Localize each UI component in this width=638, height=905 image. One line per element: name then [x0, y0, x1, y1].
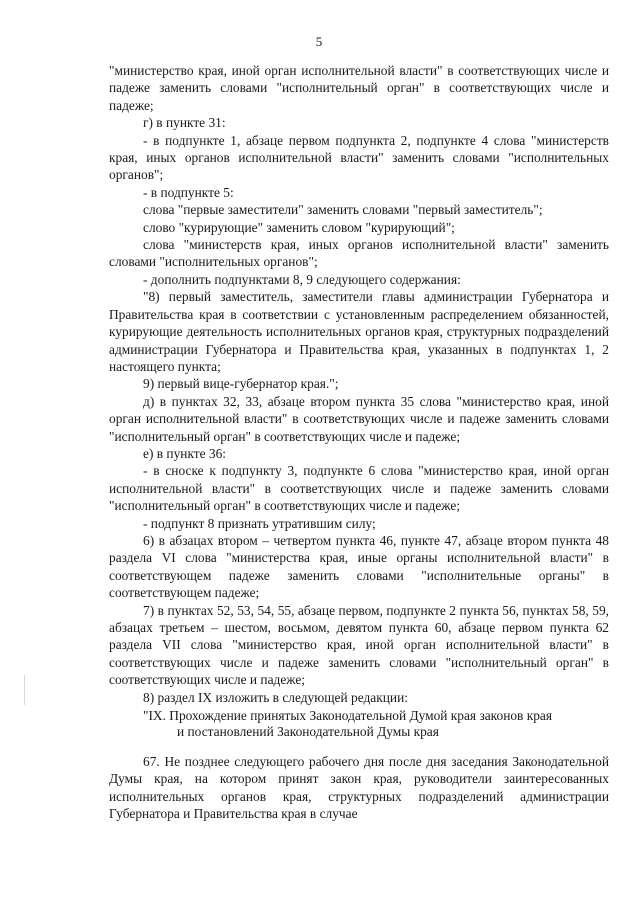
- section-heading-line2: и постановлений Законодательной Думы края: [177, 723, 439, 739]
- paragraph-15: 7) в пунктах 52, 53, 54, 55, абзаце первом, подпункте 2 пункта 56, пунктах 58, 59, абзацах третьем – шестом, восьмом, девятом пункта 60, абзаце первом пункта 62 раздела VII слова "министерство края, иной орган исполнительной власти" в соответствующих числе и падеже заменить словами "исполнительный орган" в соответствующих числе и падеже;: [109, 602, 609, 688]
- paragraph-9: 9) первый вице-губернатор края.";: [143, 376, 339, 392]
- paragraph-7: - дополнить подпунктами 8, 9 следующего содержания:: [143, 271, 461, 287]
- paragraph-5: слово "курирующие" заменить словом "курирующий";: [143, 219, 455, 235]
- spacer: [109, 739, 609, 753]
- paragraph-13: - подпункт 8 признать утратившим силу;: [143, 515, 376, 531]
- paragraph-16: 8) раздел IX изложить в следующей редакции:: [143, 689, 408, 705]
- paragraph-12: - в сноске к подпункту 3, подпункте 6 слова "министерство края, иной орган исполнительной власти" в соответствующих числе и падеже заменить словами "исполнительный орган" в соответствующих числе и падеже;: [109, 463, 609, 514]
- paragraph-10: д) в пунктах 32, 33, абзаце втором пункта 35 слова "министерство края, иной орган исполнительной власти" в соответствующих числе и падеже заменить словами "исполнительный орган" в соответствующих числе и падеже;: [109, 393, 609, 444]
- section-heading-line1: "IX. Прохождение принятых Законодательной Думой края законов края: [143, 708, 553, 724]
- paragraph-0: "министерство края, иной орган исполнительной власти" в соответствующих числе и падеже заменить словами "исполнительный орган" в соответствующих числе и падеже;: [109, 63, 609, 113]
- paragraph-1: г) в пункте 31:: [143, 115, 226, 131]
- section-heading: [109, 708, 609, 739]
- paragraph-3: - в подпункте 5:: [143, 184, 234, 200]
- paragraph-4: слова "первые заместители" заменить словами "первый заместитель";: [143, 202, 543, 218]
- paragraph-2: - в подпункте 1, абзаце первом подпункта 2, подпункте 4 слова "министерств края, иных органов исполнительной власти" заменить словами "исполнительных органов";: [109, 132, 609, 183]
- page-number: 5: [315, 34, 323, 49]
- paragraph-11: е) в пункте 36:: [143, 445, 227, 461]
- paragraph-8: "8) первый заместитель, заместители главы администрации Губернатора и Правительства края в соответствии с установленным распределением обязанностей, курирующие деятельность исполнительных органов края, структурных подразделений администрации Губернатора и Правительства края, указанных в подпунктах 1, 2 настоящего пункта;: [109, 289, 609, 374]
- scan-margin-mark: [24, 675, 25, 705]
- paragraph-6: слова "министерств края, иных органов исполнительной власти" заменить словами "исполнительных органов";: [109, 237, 609, 270]
- document-body: [109, 62, 609, 823]
- paragraph-67: 67. Не позднее следующего рабочего дня после дня заседания Законодательной Думы края, на котором принят закон края, руководители заинтересованных исполнительных органов края, структурных подразделений администрации Губернатора и Правительства края в случае: [109, 754, 609, 822]
- paragraph-14: 6) в абзацах втором – четвертом пункта 46, пункте 47, абзаце втором пункта 48 раздела VI слова "министерства края, иные органы исполнительной власти" в соответствующем падеже заменить словами "исполнительные органы" в соответствующем падеже;: [109, 532, 609, 601]
